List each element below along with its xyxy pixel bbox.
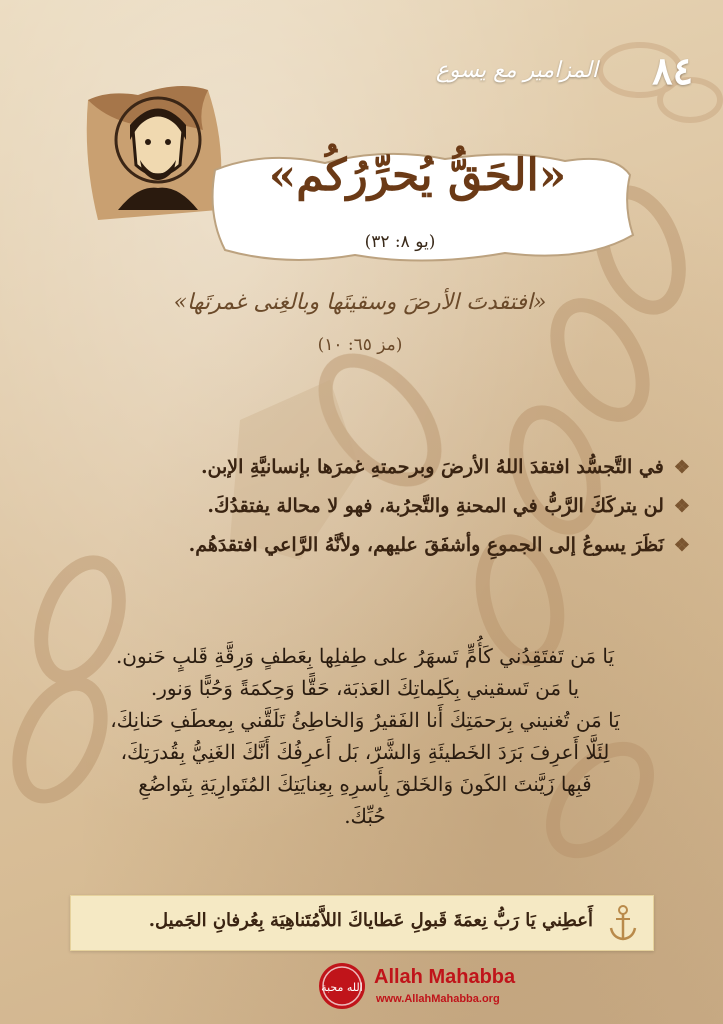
psalm-verse: «افتقدتَ الأرضَ وسقيتَها وبالغِنى غمرتَها» <box>173 290 547 315</box>
logo-text: الله محبة <box>321 981 363 994</box>
allah-mahabba-logo <box>318 962 366 1010</box>
diamond-bullet-icon: ❖ <box>673 457 690 478</box>
prayer-line: فَبِها زَيَّنتَ الكَونَ وَالخَلقَ بِأَسرِهِ بِعِنايَتِكَ المُتَوارِيَةِ بِتَواضُعِ <box>138 772 592 796</box>
title-reference: (يو ٨: ٣٢) <box>364 232 436 252</box>
page-number: ٨٤ <box>652 48 693 93</box>
point-text: لن يتركَكَ الرَّبُّ في المحنةِ والتَّجرُبة، فهو لا محالة يفتقدُكَ. <box>207 495 664 517</box>
resolution-banner <box>70 895 654 951</box>
list-item <box>55 526 690 565</box>
series-title: المزامير مع يسوع <box>435 58 598 83</box>
anchor-icon <box>607 904 639 942</box>
prayer-line: يا مَن تَسقيني بِكَلِماتِكَ العَذبَة، حَقًّا وَحِكمَةً وَحُبًّا وَنور. <box>150 676 580 700</box>
diamond-bullet-icon: ❖ <box>673 535 690 556</box>
diamond-bullet-icon: ❖ <box>673 496 690 517</box>
brand-url[interactable]: www.AllahMahabba.org <box>376 993 500 1005</box>
psalm-reference: (مز ٦٥: ١٠) <box>317 335 403 355</box>
banner-text: أَعطِني يَا رَبُّ نِعمَةَ قَبولِ عَطاياكَ اللاَّمُتَناهِيَة بِعُرفانِ الجَميل. <box>148 910 593 931</box>
prayer-line: حُبِّكَ. <box>344 804 386 828</box>
reflection-points <box>55 448 690 565</box>
point-text: نَظَرَ يسوعُ إلى الجموعِ وأشفَقَ عليهم، ولأنَّهُ الرَّاعي افتقدَهُم. <box>188 534 664 556</box>
list-item <box>55 487 690 526</box>
prayer-line: لِئَلَّا أَعرِفَ بَرَدَ الخَطيئَةِ وَالشَّرّ، بَل أَعرِفُكَ أَنَّكَ الغَنِيُّ بِقُدرَتِكَ، <box>120 740 610 764</box>
page-title: «الحَقُّ يُحرِّرُكُم» <box>268 150 567 201</box>
prayer-line: يَا مَن تَفتَقِدُني كَأُمٍّ تَسهَرُ على طِفلِها بِعَطفٍ وَرِقَّةِ قَلبٍ حَنون. <box>115 644 615 668</box>
point-text: في التَّجسُّد افتقدَ اللهُ الأرضَ وبرحمتهِ غمرَها بإنسانيَّةِ الإبن. <box>200 456 664 478</box>
prayer-line: يَا مَن تُغنيني بِرَحمَتِكَ أَنا الفَقيرُ وَالخاطِئُ تَلَقَّني بِمِعطَفِ حَنانِكَ، <box>110 708 620 732</box>
brand-name: Allah Mahabba <box>374 966 516 988</box>
list-item <box>55 448 690 487</box>
prayer-text <box>65 640 665 832</box>
